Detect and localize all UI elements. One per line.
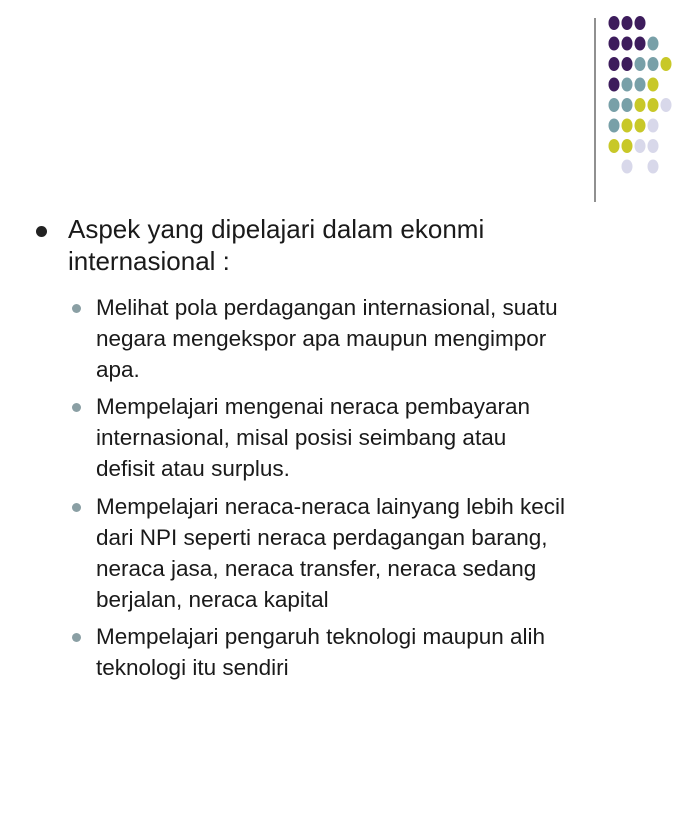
sub-bullet-icon (72, 633, 81, 642)
main-point (68, 213, 628, 277)
sub-point-line: internasional, misal posisi seimbang atau (96, 425, 507, 450)
sub-point-line: Melihat pola perdagangan internasional, suatu (96, 295, 558, 320)
sub-bullet-icon (72, 304, 81, 313)
sub-bullet-icon (72, 403, 81, 412)
sub-point-line: Mempelajari pengaruh teknologi maupun alih (96, 624, 546, 649)
sub-point-line: negara mengekspor apa maupun mengimpor (96, 326, 547, 351)
sub-point-line: neraca jasa, neraca transfer, neraca sedang (96, 556, 537, 581)
sub-point-line: Mempelajari neraca-neraca lainyang lebih kecil (96, 494, 565, 519)
sub-point-text (96, 491, 656, 615)
sub-point-line: apa. (96, 357, 140, 382)
sub-point-text (96, 621, 656, 683)
sub-bullet-icon (72, 503, 81, 512)
main-bullet-icon (36, 226, 47, 237)
sub-point-line: defisit atau surplus. (96, 456, 290, 481)
sub-point-text (96, 292, 656, 385)
sub-point-text (96, 391, 656, 484)
sub-point-line: dari NPI seperti neraca perdagangan barang, (96, 525, 548, 550)
sub-point-line: berjalan, neraca kapital (96, 587, 329, 612)
main-point-line: internasional : (68, 246, 230, 276)
sub-point-line: Mempelajari mengenai neraca pembayaran (96, 394, 530, 419)
sub-point-line: teknologi itu sendiri (96, 655, 289, 680)
main-point-line: Aspek yang dipelajari dalam ekonmi (68, 214, 485, 244)
